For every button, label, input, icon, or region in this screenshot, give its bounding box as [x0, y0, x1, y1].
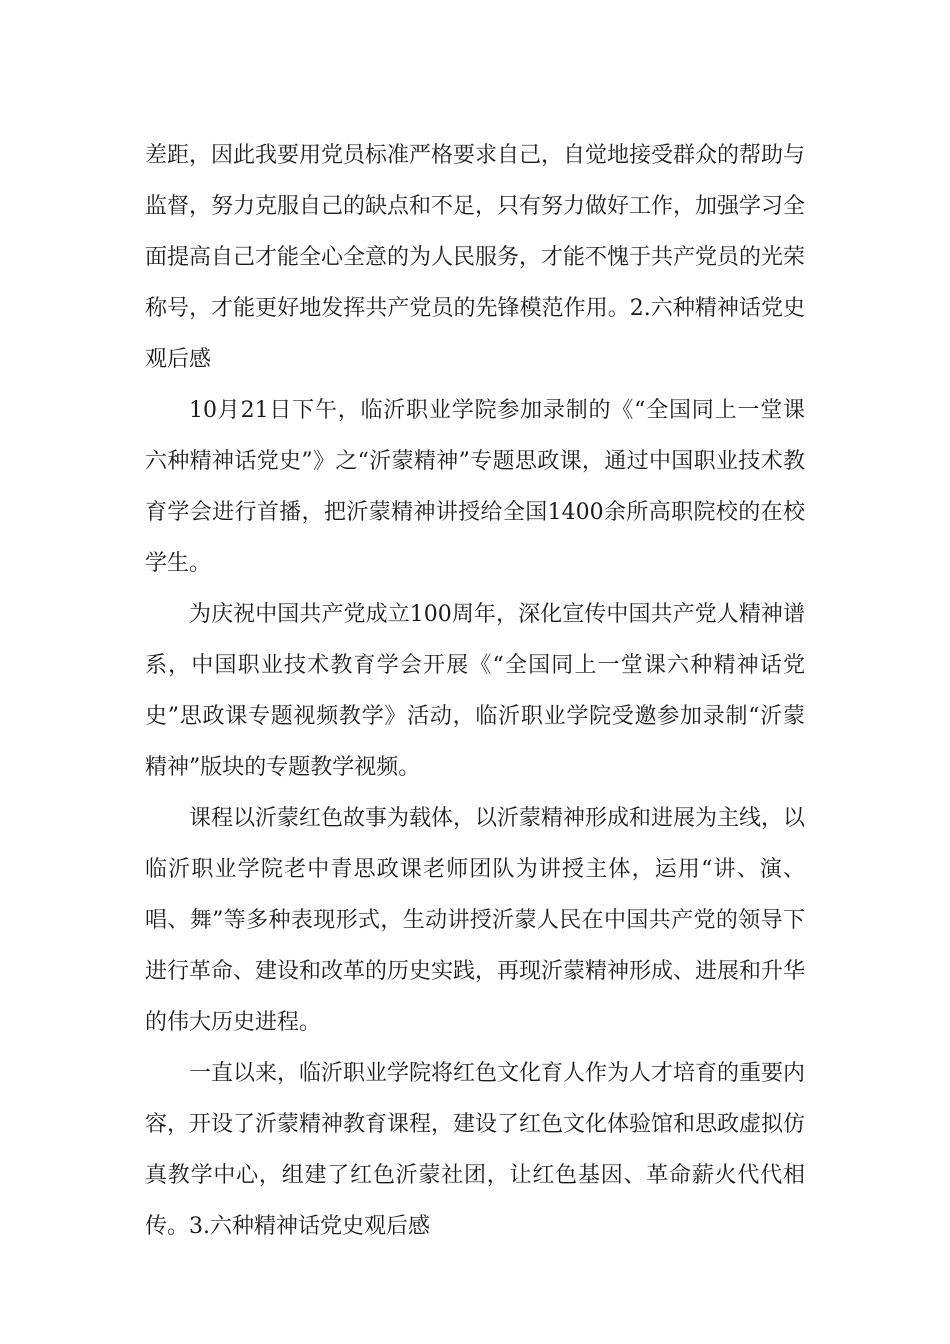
- document-body: [145, 130, 805, 1252]
- paragraph-continuation: 差距，因此我要用党员标准严格要求自己，自觉地接受群众的帮助与监督，努力克服自己的缺点和不足，只有努力做好工作，加强学习全面提高自己才能全心全意的为人民服务，才能不愧于共产党员的光荣称号，才能更好地发挥共产党员的先锋模范作用。2.六种精神话党史观后感: [145, 143, 806, 372]
- paragraph-celebration: 为庆祝中国共产党成立100周年，深化宣传中国共产党人精神谱系，中国职业技术教育学会开展《“全国同上一堂课六种精神话党史”思政课专题视频教学》活动，临沂职业学院受邀参加录制“沂蒙精神”版块的专题教学视频。: [145, 602, 805, 780]
- paragraph-education: 一直以来，临沂职业学院将红色文化育人作为人才培育的重要内容，开设了沂蒙精神教育课程，建设了红色文化体验馆和思政虚拟仿真教学中心，组建了红色沂蒙社团，让红色基因、革命薪火代代相传。3.六种精神话党史观后感: [145, 1061, 806, 1239]
- paragraph-course: 课程以沂蒙红色故事为载体，以沂蒙精神形成和进展为主线，以临沂职业学院老中青思政课老师团队为讲授主体，运用“讲、演、唱、舞”等多种表现形式，生动讲授沂蒙人民在中国共产党的领导下进行革命、建设和改革的历史实践，再现沂蒙精神形成、进展和升华的伟大历史进程。: [145, 806, 806, 1035]
- paragraph-broadcast: 10月21日下午，临沂职业学院参加录制的《“全国同上一堂课六种精神话党史”》之“沂蒙精神”专题思政课，通过中国职业技术教育学会进行首播，把沂蒙精神讲授给全国1400余所高职院校的在校学生。: [145, 398, 805, 576]
